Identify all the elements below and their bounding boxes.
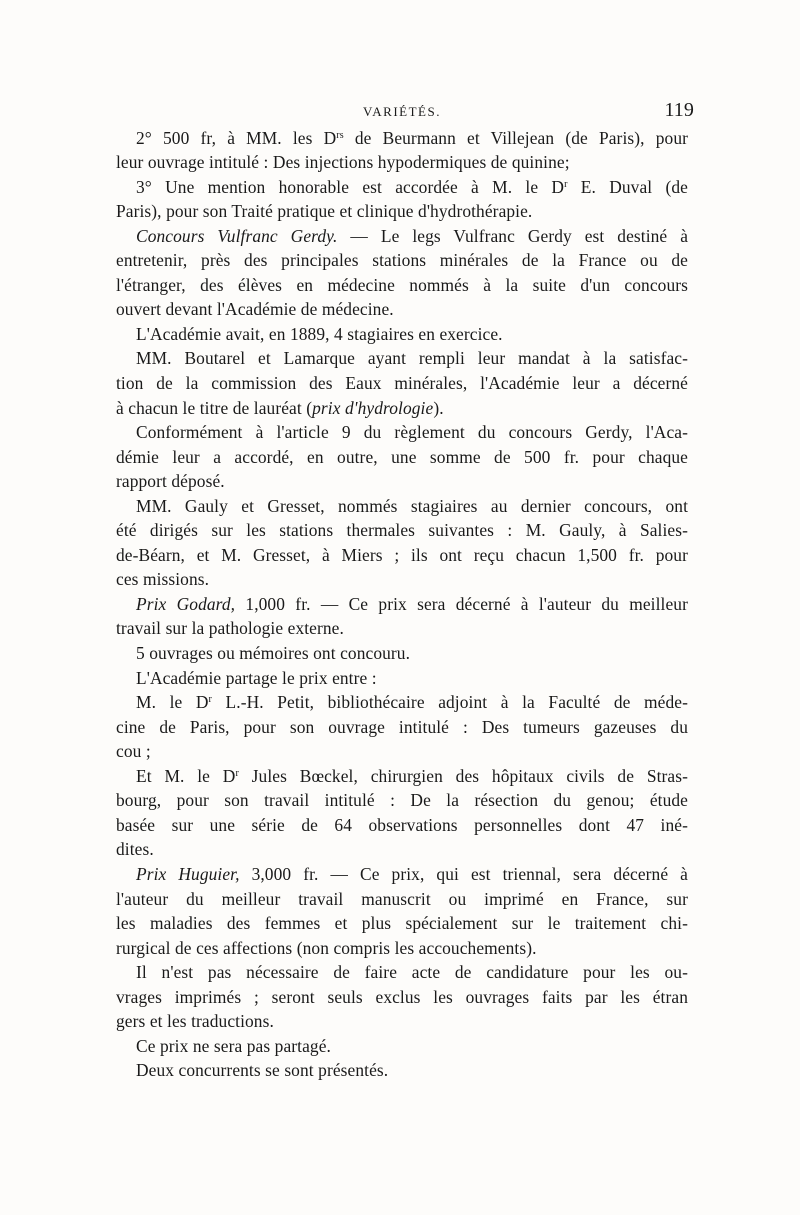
text-line: été dirigés sur les stations thermales suivantes : M. Gauly, à Salies-	[116, 520, 688, 541]
text-line: Prix Huguier, 3,000 fr. — Ce prix, qui est triennal, sera décerné à	[136, 863, 688, 884]
text-line: MM. Boutarel et Lamarque ayant rempli leur mandat à la satisfac-	[136, 348, 688, 369]
text-line: gers et les traductions.	[116, 1011, 274, 1032]
text-line: Prix Godard, 1,000 fr. — Ce prix sera décerné à l'auteur du meilleur	[136, 593, 688, 614]
text-line: Ce prix ne sera pas partagé.	[136, 1035, 331, 1056]
text-line: de-Béarn, et M. Gresset, à Miers ; ils ont reçu chacun 1,500 fr. pour	[116, 544, 688, 565]
page-number: 119	[664, 99, 694, 121]
text-line: l'étranger, des élèves en médecine nommés à la suite d'un concours	[116, 274, 688, 295]
text-line: à chacun le titre de lauréat (prix d'hydrologie).	[116, 397, 444, 418]
text-line: ces missions.	[116, 569, 210, 590]
text-line: Et M. le $D^r$ Jules Bœckel, chirurgien des hôpitaux civils de Stras-	[136, 765, 689, 786]
text-line: rapport déposé.	[116, 471, 225, 492]
text-line: dites.	[116, 839, 154, 860]
text-line: L'Académie partage le prix entre :	[136, 667, 377, 688]
text-line: basée sur une série de 64 observations personnelles dont 47 iné-	[116, 814, 688, 835]
text-line: 5 ouvrages ou mémoires ont concouru.	[136, 643, 411, 664]
text-line: rurgical de ces affections (non compris les accouchements).	[116, 937, 537, 958]
text-line: vrages imprimés ; seront seuls exclus les ouvrages faits par les étran	[116, 986, 688, 1007]
running-title: VARIÉTÉS.	[363, 104, 441, 119]
text-line: leur ouvrage intitulé : Des injections hypodermiques de quinine;	[116, 152, 570, 173]
text-line: Conformément à l'article 9 du règlement du concours Gerdy, l'Aca-	[136, 422, 688, 443]
text-line: MM. Gauly et Gresset, nommés stagiaires au dernier concours, ont	[136, 495, 688, 516]
page-text-block	[116, 98, 694, 1083]
text-line: Deux concurrents se sont présentés.	[136, 1060, 389, 1081]
text-line: l'auteur du meilleur travail manuscrit ou imprimé en France, sur	[116, 888, 688, 909]
text-line: bourg, pour son travail intitulé : De la résection du genou; étude	[116, 790, 688, 811]
text-line: Il n'est pas nécessaire de faire acte de candidature pour les ou-	[136, 962, 688, 983]
text-line: cine de Paris, pour son ouvrage intitulé : Des tumeurs gazeuses du	[116, 716, 688, 737]
text-line: tion de la commission des Eaux minérales, l'Académie leur a décerné	[116, 373, 688, 394]
text-line: M. le $D^r$ L.-H. Petit, bibliothécaire adjoint à la Faculté de méde-	[136, 692, 688, 713]
text-line: les maladies des femmes et plus spécialement sur le traitement chi-	[116, 913, 688, 934]
text-line: Concours Vulfranc Gerdy. — Le legs Vulfranc Gerdy est destiné à	[136, 225, 689, 246]
text-line: Paris), pour son Traité pratique et clinique d'hydrothérapie.	[116, 201, 533, 222]
text-line: entretenir, près des principales stations minérales de la France ou de	[116, 250, 688, 271]
body-text	[116, 126, 688, 1083]
page-header	[116, 98, 694, 123]
text-line: L'Académie avait, en 1889, 4 stagiaires en exercice.	[136, 323, 503, 344]
text-line: travail sur la pathologie externe.	[116, 618, 344, 639]
text-line: 3° Une mention honorable est accordée à M. le $D^r$ E. Duval (de	[136, 176, 688, 197]
text-line: cou ;	[116, 741, 151, 762]
text-line: ouvert devant l'Académie de médecine.	[116, 299, 394, 320]
text-line: démie leur a accordé, en outre, une somme de 500 fr. pour chaque	[116, 446, 688, 467]
text-line: 2° 500 fr, à MM. les $D^{rs}$ de Beurmann et Villejean (de Paris), pour	[136, 127, 689, 148]
